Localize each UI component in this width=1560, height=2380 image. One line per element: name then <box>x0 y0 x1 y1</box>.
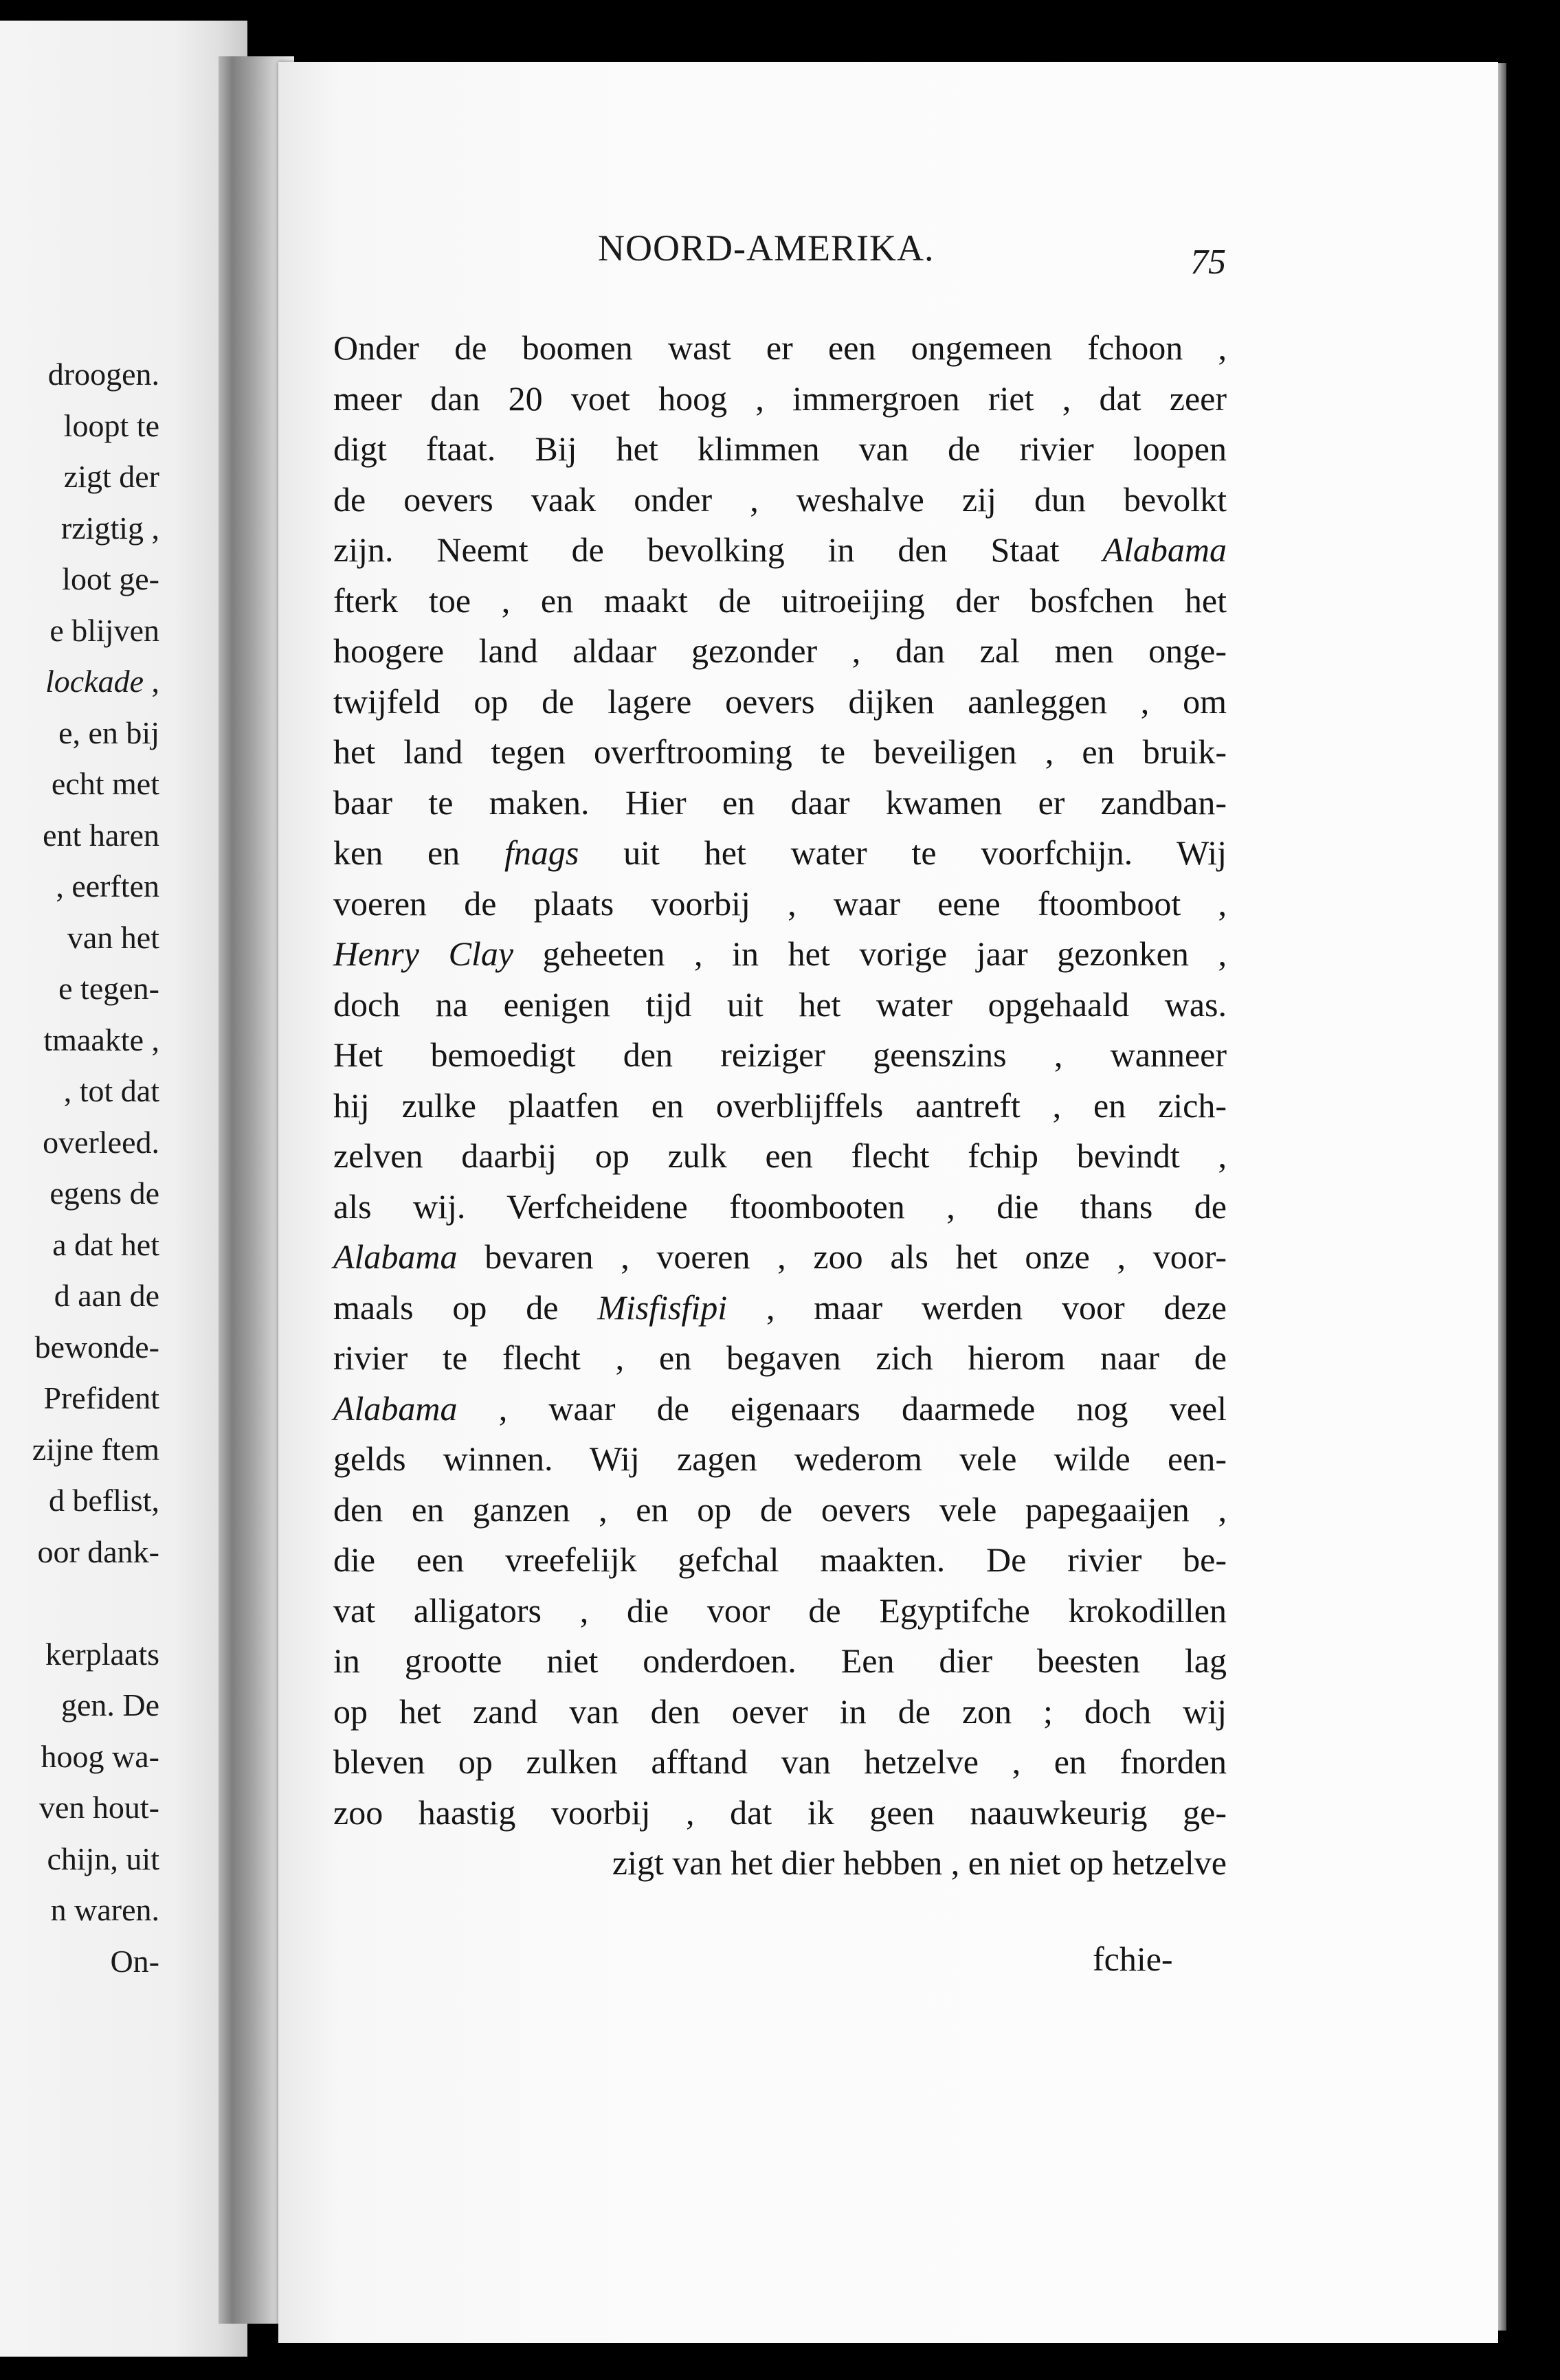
body-line: den en ganzen , en op de oevers vele papegaaijen , <box>333 1490 1227 1529</box>
body-line: digt ftaat. Bij het klimmen van de rivier loopen <box>333 429 1227 468</box>
body-line: fterk toe , en maakt de uitroeijing der bosfchen het <box>333 581 1227 620</box>
body-line: zijn. Neemt de bevolking in den Staat Alabama <box>333 530 1227 569</box>
body-line: het land tegen overftrooming te beveiligen , en bruik- <box>333 732 1227 771</box>
body-line: baar te maken. Hier en daar kwamen er zandban- <box>333 783 1227 822</box>
body-line: gelds winnen. Wij zagen wederom vele wilde een- <box>333 1439 1227 1478</box>
left-page-line: van het <box>67 919 159 955</box>
left-page-line: kerplaats <box>45 1636 159 1672</box>
left-page-line: e blijven <box>49 612 159 648</box>
left-page-line <box>0 1578 159 1629</box>
body-line: Henry Clay geheeten , in het vorige jaar gezonken , <box>333 934 1227 973</box>
left-page-line: a dat het <box>52 1226 159 1262</box>
body-line: die een vreefelijk gefchal maakten. De rivier be- <box>333 1540 1227 1579</box>
left-page-line: gen. De <box>60 1687 159 1722</box>
body-line: zoo haastig voorbij , dat ik geen naauwkeurig ge- <box>333 1793 1227 1832</box>
left-page-line: tmaakte , <box>43 1022 159 1057</box>
body-line: rivier te flecht , en begaven zich hierom naar de <box>333 1338 1227 1377</box>
catchword: fchie- <box>1093 1940 1173 1978</box>
left-page-line: chijn, uit <box>47 1841 159 1876</box>
body-line: Alabama bevaren , voeren , zoo als het onze , voor- <box>333 1237 1227 1276</box>
left-page-line: hoog wa- <box>41 1738 159 1774</box>
left-page-line: , eerften <box>56 868 159 903</box>
body-line: vat alligators , die voor de Egyptifche krokodillen <box>333 1591 1227 1630</box>
running-head: NOORD-AMERIKA. <box>598 227 935 269</box>
left-page-text <box>0 349 159 1987</box>
left-page-line: ent haren <box>43 817 159 853</box>
page-number: 75 <box>1190 243 1226 282</box>
body-line: Het bemoedigt den reiziger geenszins , wanneer <box>333 1035 1227 1074</box>
body-line: doch na eenigen tijd uit het water opgehaald was. <box>333 985 1227 1024</box>
body-line: de oevers vaak onder , weshalve zij dun bevolkt <box>333 480 1227 519</box>
body-line: als wij. Verfcheidene ftoombooten , die thans de <box>333 1187 1227 1226</box>
left-page-line: loot ge- <box>62 561 159 596</box>
body-line: twijfeld op de lagere oevers dijken aanleggen , om <box>333 682 1227 721</box>
body-line: hij zulke plaatfen en overblijffels aantreft , en zich- <box>333 1086 1227 1125</box>
left-page-line: zijne ftem <box>32 1431 159 1467</box>
body-line: ken en fnags uit het water te voorfchijn. Wij <box>333 833 1227 872</box>
left-page-line: e, en bij <box>58 715 159 750</box>
body-line: bleven op zulken afftand van hetzelve , en fnorden <box>333 1742 1227 1781</box>
left-page-line: ven hout- <box>38 1790 159 1825</box>
left-page-line: egens de <box>49 1176 159 1211</box>
left-page-line: oor dank- <box>37 1534 159 1569</box>
body-line: op het zand van den oever in de zon ; doch wij <box>333 1692 1227 1731</box>
left-page-line: On- <box>110 1943 159 1979</box>
left-page <box>0 21 247 2357</box>
body-line: hoogere land aldaar gezonder , dan zal men onge- <box>333 631 1227 670</box>
left-page-line: bewonde- <box>34 1329 159 1365</box>
left-page-line: d aan de <box>54 1278 159 1313</box>
left-page-line: Prefident <box>43 1380 159 1415</box>
left-page-line: , tot dat <box>63 1073 159 1108</box>
left-page-line: e tegen- <box>58 971 159 1006</box>
body-line: zelven daarbij op zulk een flecht fchip bevindt , <box>333 1136 1227 1175</box>
body-line: maals op de Misfisfipi , maar werden voor deze <box>333 1288 1227 1327</box>
body-line: zigt van het dier hebben , en niet op hetzelve <box>612 1843 1227 1882</box>
left-page-line: rzigtig , <box>60 510 159 546</box>
body-line: meer dan 20 voet hoog , immergroen riet , dat zeer <box>333 379 1227 418</box>
left-page-line: lockade , <box>45 664 159 699</box>
left-page-line: overleed. <box>43 1124 159 1160</box>
left-page-line: loopt te <box>63 407 159 443</box>
left-page-line: n waren. <box>50 1892 159 1927</box>
body-line: Alabama , waar de eigenaars daarmede nog veel <box>333 1389 1227 1428</box>
body-text <box>333 323 1227 1889</box>
body-line: voeren de plaats voorbij , waar eene ftoomboot , <box>333 884 1227 923</box>
page-edge <box>1498 63 1506 2331</box>
left-page-line: echt met <box>51 766 159 801</box>
body-line: in grootte niet onderdoen. Een dier beesten lag <box>333 1641 1227 1680</box>
left-page-line: droogen. <box>47 357 159 392</box>
body-line: Onder de boomen wast er een ongemeen fchoon , <box>333 328 1227 367</box>
left-page-line: d beflist, <box>49 1483 159 1518</box>
left-page-line: zigt der <box>63 459 159 494</box>
